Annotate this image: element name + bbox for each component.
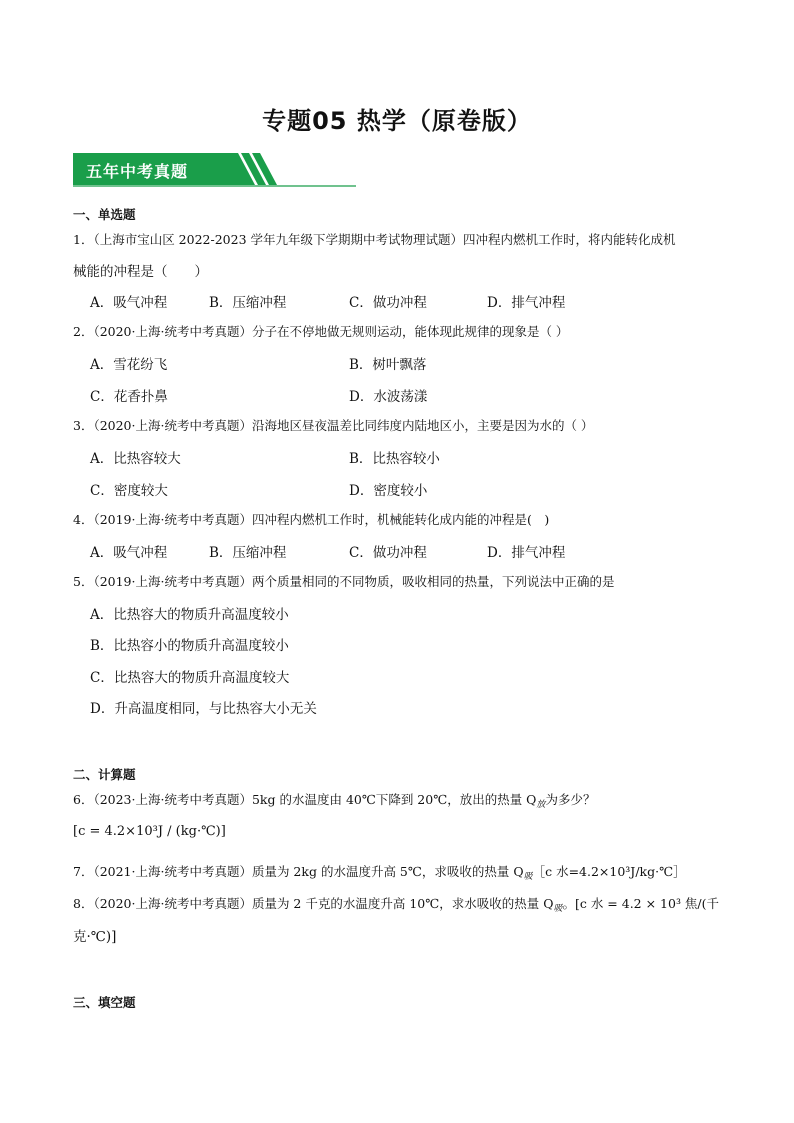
question-3-option-b: B．比热容较小 — [349, 451, 440, 467]
question-4-stem: 4．（2019·上海·统考中考真题）四冲程内燃机工作时，机械能转化成内能的冲程是( ) — [73, 512, 550, 527]
question-2-stem: 2．（2020·上海·统考中考真题）分子在不停地做无规则运动，能体现此规律的现象是（ ） — [73, 324, 569, 339]
question-1-option-a: A．吸气冲程 — [90, 295, 168, 311]
question-8-stem-cont: 克·℃)] — [73, 929, 117, 945]
question-6-stem — [73, 790, 595, 810]
question-4-option-c: C．做功冲程 — [349, 545, 427, 561]
question-7-stem — [73, 862, 686, 882]
section-heading-single-choice: 一、单选题 — [73, 207, 136, 222]
question-2-option-a: A．雪花纷飞 — [90, 357, 168, 373]
question-5-option-c: C．比热容大的物质升高温度较大 — [90, 670, 290, 686]
question-5-option-b: B．比热容小的物质升高温度较小 — [90, 638, 289, 654]
question-2-option-b: B．树叶飘落 — [349, 357, 427, 373]
question-4-option-d: D．排气冲程 — [487, 545, 566, 561]
question-7-subscript: 吸 — [523, 872, 533, 882]
question-1-option-d: D．排气冲程 — [487, 295, 566, 311]
page-title: 专题05 热学（原卷版） — [262, 107, 532, 135]
question-7-tail: ［c 水=4.2×10³J/kg·℃］ — [532, 864, 686, 879]
question-1-option-b: B．压缩冲程 — [209, 295, 287, 311]
question-5-stem: 5．（2019·上海·统考中考真题）两个质量相同的不同物质，吸收相同的热量，下列说法中正确的是 — [73, 574, 615, 589]
question-1-stem: 1．（上海市宝山区 2022-2023 学年九年级下学期期中考试物理试题）四冲程内燃机工作时，将内能转化成机 — [73, 232, 676, 247]
banner-label: 五年中考真题 — [86, 162, 189, 181]
question-3-option-a: A．比热容较大 — [90, 451, 181, 467]
question-2-option-c: C．花香扑鼻 — [90, 389, 168, 405]
question-6-text: 6．（2023·上海·统考中考真题）5kg 的水温度由 40℃下降到 20℃，放出的热量 Q — [73, 792, 537, 807]
section-heading-fill-in: 三、填空题 — [73, 995, 136, 1010]
question-5-option-a: A．比热容大的物质升高温度较小 — [90, 607, 289, 623]
section-banner — [73, 153, 356, 187]
question-3-option-d: D．密度较小 — [349, 483, 428, 499]
question-2-option-d: D．水波荡漾 — [349, 389, 428, 405]
question-4-option-a: A．吸气冲程 — [90, 545, 168, 561]
question-8-stem — [73, 894, 719, 914]
question-1-stem-cont: 械能的冲程是（ ） — [73, 264, 208, 280]
question-5-option-d: D．升高温度相同，与比热容大小无关 — [90, 701, 317, 717]
question-3-option-c: C．密度较大 — [90, 483, 168, 499]
question-8-subscript: 吸 — [553, 904, 563, 914]
question-6-tail: 为多少？ — [545, 792, 596, 807]
question-6-formula: [c = 4.2×10³J / (kg·℃)] — [73, 824, 226, 839]
question-8-text: 8．（2020·上海·统考中考真题）质量为 2 千克的水温度升高 10℃，求水吸收的热量 Q — [73, 896, 554, 911]
question-6-subscript: 放 — [536, 800, 546, 810]
question-3-stem: 3．（2020·上海·统考中考真题）沿海地区昼夜温差比同纬度内陆地区小，主要是因为水的（ ） — [73, 418, 594, 433]
question-7-text: 7．（2021·上海·统考中考真题）质量为 2kg 的水温度升高 5℃，求吸收的热量 Q — [73, 864, 524, 879]
section-heading-calculation: 二、计算题 — [73, 767, 136, 782]
question-8-tail: 。[c 水 = 4.2 × 10³ 焦/(千 — [562, 896, 720, 911]
question-1-option-c: C．做功冲程 — [349, 295, 427, 311]
question-4-option-b: B．压缩冲程 — [209, 545, 287, 561]
